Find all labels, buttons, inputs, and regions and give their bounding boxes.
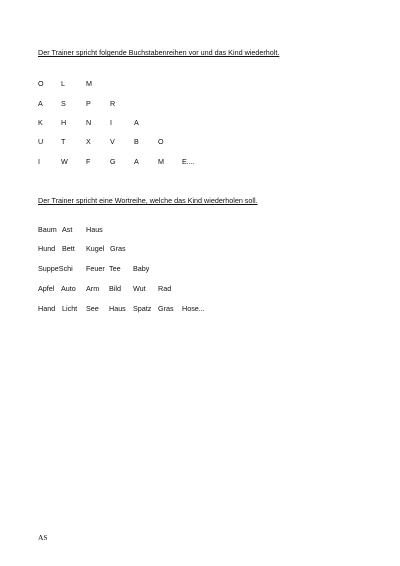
letter-item: A (134, 157, 139, 166)
letter-item: X (86, 137, 91, 146)
letter-item: A (38, 99, 43, 108)
letter-item: G (110, 157, 116, 166)
letter-item: O (158, 137, 164, 146)
letter-item: E.... (182, 157, 195, 166)
word-item: Spatz (133, 304, 152, 313)
letter-item: F (86, 157, 91, 166)
letter-item: K (38, 118, 43, 127)
word-item: Hand (38, 304, 56, 313)
word-item: Wut (133, 284, 146, 293)
word-item: Haus (109, 304, 126, 313)
footer-initials: AS (38, 533, 48, 542)
letter-item: I (38, 157, 40, 166)
letter-item: O (38, 79, 44, 88)
word-item: Baum (38, 225, 57, 234)
word-item: Haus (86, 225, 103, 234)
letter-series-heading: Der Trainer spricht folgende Buchstabenreihen vor und das Kind wiederholt. (38, 48, 280, 57)
word-item: Hund (38, 244, 56, 253)
letter-item: P (86, 99, 91, 108)
word-item: Apfel (38, 284, 55, 293)
letter-item: W (61, 157, 68, 166)
word-item: Ast (62, 225, 73, 234)
letter-item: M (86, 79, 92, 88)
letter-item: N (86, 118, 92, 127)
word-item: Bett (62, 244, 75, 253)
word-series-heading: Der Trainer spricht eine Wortreihe, welche das Kind wiederholen soll. (38, 196, 258, 205)
word-item: Licht (62, 304, 78, 313)
word-item: See (86, 304, 99, 313)
letter-item: S (61, 99, 66, 108)
word-item: Baby (133, 264, 150, 273)
word-item: Feuer (86, 264, 105, 273)
word-item: SuppeSchi (38, 264, 73, 273)
letter-item: T (61, 137, 66, 146)
letter-item: I (110, 118, 112, 127)
letter-item: H (61, 118, 67, 127)
letter-item: L (61, 79, 65, 88)
word-item: Gras (110, 244, 126, 253)
word-item: Tee (109, 264, 121, 273)
word-item: Auto (61, 284, 76, 293)
letter-item: A (134, 118, 139, 127)
word-item: Hose... (182, 304, 205, 313)
letter-item: U (38, 137, 44, 146)
word-item: Bild (109, 284, 121, 293)
letter-item: B (134, 137, 139, 146)
letter-item: M (158, 157, 164, 166)
word-item: Kugel (86, 244, 105, 253)
letter-item: V (110, 137, 115, 146)
word-item: Rad (158, 284, 172, 293)
letter-item: R (110, 99, 116, 108)
word-item: Gras (158, 304, 174, 313)
word-item: Arm (86, 284, 100, 293)
